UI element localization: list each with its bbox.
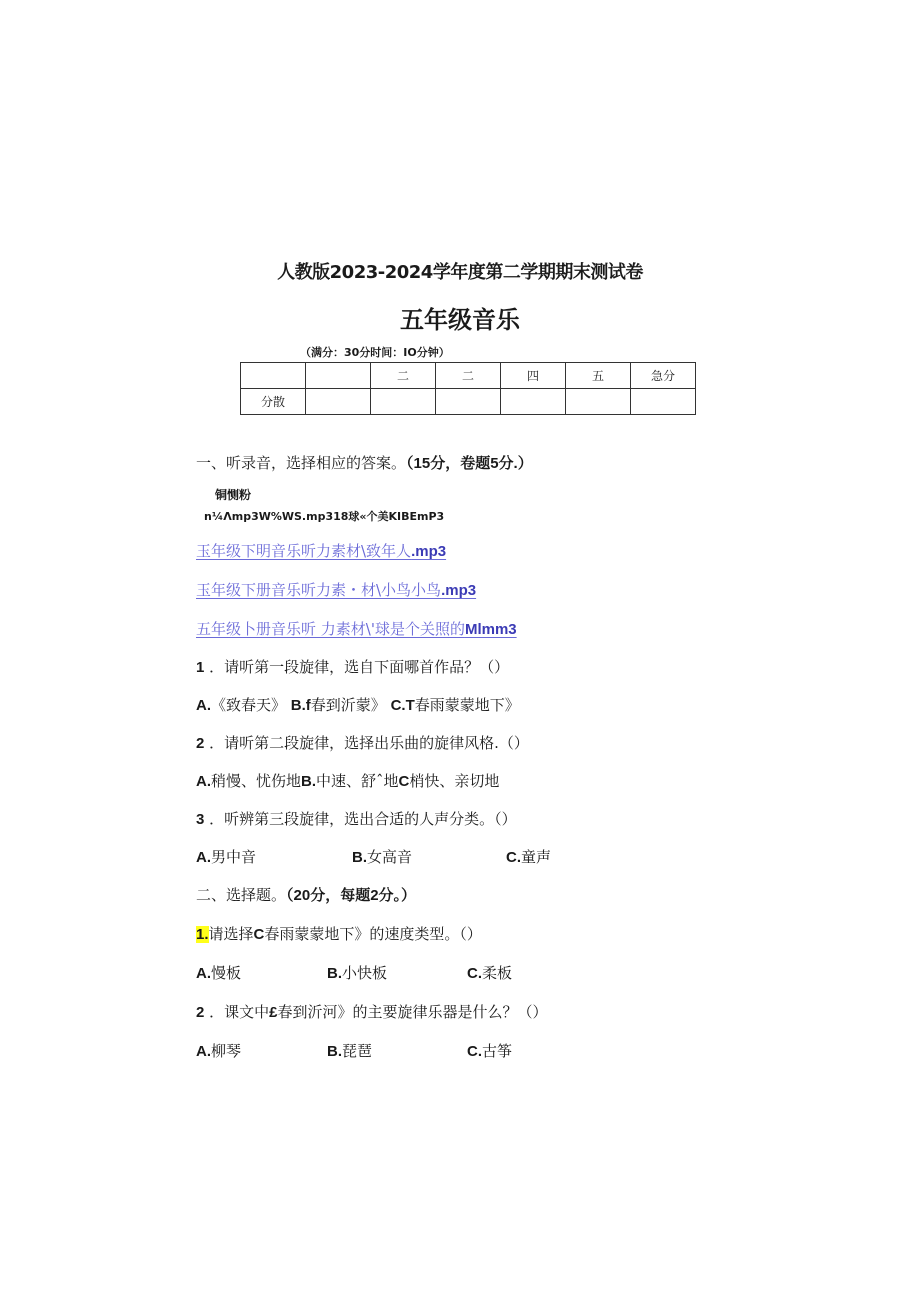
score-table-header-row [241, 363, 696, 389]
audio-link-1[interactable]: 玉年级下明音乐听力素材\致年人.mp3 [196, 542, 447, 560]
option-b[interactable]: B.小快板 [327, 964, 388, 982]
question-2-2: 2 ．课文中£春到沂河》的主要旋律乐器是什么？（） [196, 1003, 548, 1021]
option-c[interactable]: C.古筝 [467, 1042, 513, 1060]
option-b[interactable]: B.琵琶 [327, 1042, 373, 1060]
document-subtitle: 五年级音乐 [400, 306, 520, 334]
score-table-header-cell: 急分 [631, 363, 696, 389]
score-table-header-cell: 四 [501, 363, 566, 389]
score-cell[interactable] [436, 389, 501, 415]
score-table-header-cell: 二 [371, 363, 436, 389]
audio-link-3[interactable]: 五年级卜册音乐听 力素材\'球是个关照的Mlmm3 [196, 620, 517, 638]
score-table-header-cell: 五 [566, 363, 631, 389]
question-1-3: 3 ．听辨第三段旋律，选出合适的人声分类。（） [196, 810, 517, 828]
section2-heading: 二、选择题。（20分，每题2分。） [196, 886, 417, 904]
score-table [240, 362, 696, 415]
score-table-header-cell [241, 363, 306, 389]
section1-heading: 一、听录音，选择相应的答案。（15分，卷题5分.） [196, 454, 533, 472]
option-a[interactable]: A.慢板 [196, 964, 242, 982]
option-c[interactable]: C.童声 [506, 848, 552, 866]
question-1-2: 2 ．请听第二段旋律，选择出乐曲的旋律风格.（） [196, 734, 529, 752]
option-c[interactable]: C.柔板 [467, 964, 513, 982]
score-cell[interactable] [631, 389, 696, 415]
score-table-header-cell [306, 363, 371, 389]
option-a[interactable]: A.柳琴 [196, 1042, 242, 1060]
document-title: 人教版2023-2024学年度第二学期期末测试卷 [277, 262, 643, 283]
score-cell[interactable] [306, 389, 371, 415]
question-1-1-options: A.《致春天》 B.f春到沂蒙》 C.T春雨蒙蒙地下》 [196, 696, 520, 714]
question-1-1: 1 ．请听第一段旋律，选自下面哪首作品？（） [196, 658, 510, 676]
score-table-score-row [241, 389, 696, 415]
score-cell[interactable] [566, 389, 631, 415]
audio-link-2[interactable]: 玉年级下册音乐听力素・材\小鸟小鸟.mp3 [196, 581, 477, 599]
option-a[interactable]: A.男中音 [196, 848, 257, 866]
question-1-2-options: A.稍慢、忧伤地B.中速、舒ˆ地C梢快、亲切地 [196, 772, 500, 790]
score-table-row-label: 分散 [241, 389, 306, 415]
option-b[interactable]: B.女高音 [352, 848, 413, 866]
score-table-header-cell: 二 [436, 363, 501, 389]
score-cell[interactable] [371, 389, 436, 415]
score-cell[interactable] [501, 389, 566, 415]
question-2-1: 1.请选择C春雨蒙蒙地下》的速度类型。（） [196, 925, 482, 943]
section1-file-list: n¼Λmp3W%WS.mp318球«个美KIBEmP3 [204, 510, 445, 523]
exam-info: （满分：30分时间：IO分钟） [300, 346, 450, 359]
section1-note: 铜恻粉 [215, 488, 252, 502]
